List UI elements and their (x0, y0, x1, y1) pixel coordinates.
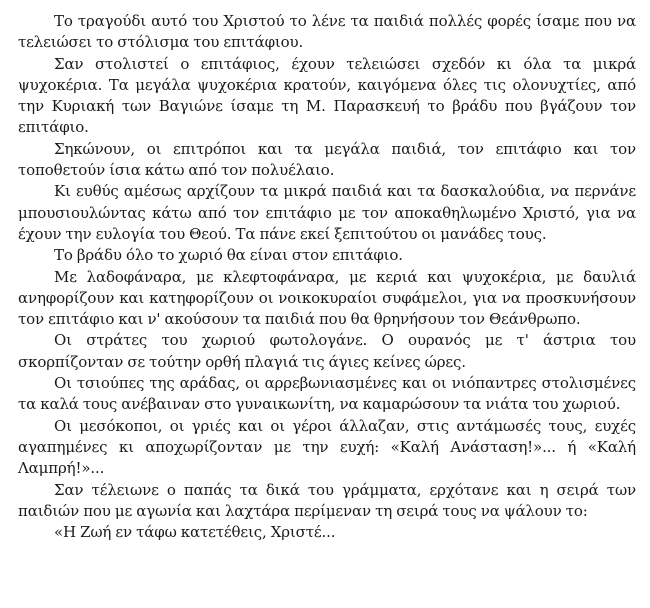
paragraph-6: Με λαδοφάναρα, με κλεφτοφάναρα, με κεριά και ψυχοκέρια, με δαυλιά ανηφορίζουν και κατηφορίζουν οι νοικοκυραίοι συφάμελοι, για να προσκυνήσουν τον επιτάφιο και ν' ακούσουν τα παιδιά που θα θρηνήσουν τον Θεάνθρωπο. (18, 267, 636, 329)
paragraph-10: Σαν τέλειωνε ο παπάς τα δικά του γράμματα, ερχότανε και η σειρά των παιδιών που με αγωνία και λαχτάρα περίμεναν τη σειρά τους να ψάλουν το: (18, 480, 636, 520)
paragraph-4: Κι ευθύς αμέσως αρχίζουν τα μικρά παιδιά και τα δασκαλούδια, να περνάνε μπουσιουλώντας κάτω από τον επιτάφιο με τον αποκαθηλωμένο Χριστό, για να έχουν την ευλογία του Θεού. Τα πάνε εκεί ξεπιτούτου οι μανάδες τους. (18, 182, 636, 243)
paragraph-11: «Η Ζωή εν τάφω κατετέθεις, Χριστέ... (54, 523, 336, 542)
paragraph-5: Το βράδυ όλο το χωριό θα είναι στον επιτάφιο. (54, 246, 403, 265)
paragraph-7: Οι στράτες του χωριού φωτολογάνε. Ο ουρανός με τ' άστρια του σκορπίζονταν σε τούτην ορθή πλαγιά τις άγιες κείνες ώρες. (18, 331, 636, 371)
paragraph-8: Οι τσιούπες της αράδας, οι αρρεβωνιασμένες και οι νιόπαντρες στολισμένες τα καλά τους ανέβαιναν στο γυναικωνίτη, να καμαρώσουν τα νιάτα του χωριού. (18, 374, 636, 414)
paragraph-9: Οι μεσόκοποι, οι γριές και οι γέροι άλλαζαν, στις αντάμωσές τους, ευχές αγαπημένες κι αποχωρίζονταν με την ευχή: «Καλή Ανάσταση!»... ή «Καλή Λαμπρή!»... (18, 416, 636, 478)
paragraph-2: Σαν στολιστεί ο επιτάφιος, έχουν τελειώσει σχεδόν κι όλα τα μικρά ψυχοκέρια. Τα μεγάλα ψυχοκέρια κρατούν, καιγόμενα όλες τις ολονυχτίες, από την Κυριακή των Βαγιώνε ίσαμε τη Μ. Παρασκευή το βράδυ που βγάζουν τον επιτάφιο. (18, 54, 636, 137)
paragraph-3: Σηκώνουν, οι επιτρόποι και τα μεγάλα παιδιά, τον επιτάφιο και τον τοποθετούν ίσια κάτω από τον πολυέλαιο. (18, 139, 636, 180)
paragraph-1: Το τραγούδι αυτό του Χριστού το λένε τα παιδιά πολλές φορές ίσαμε που να τελειώσει το στόλισμα του επιτάφιου. (18, 12, 636, 52)
